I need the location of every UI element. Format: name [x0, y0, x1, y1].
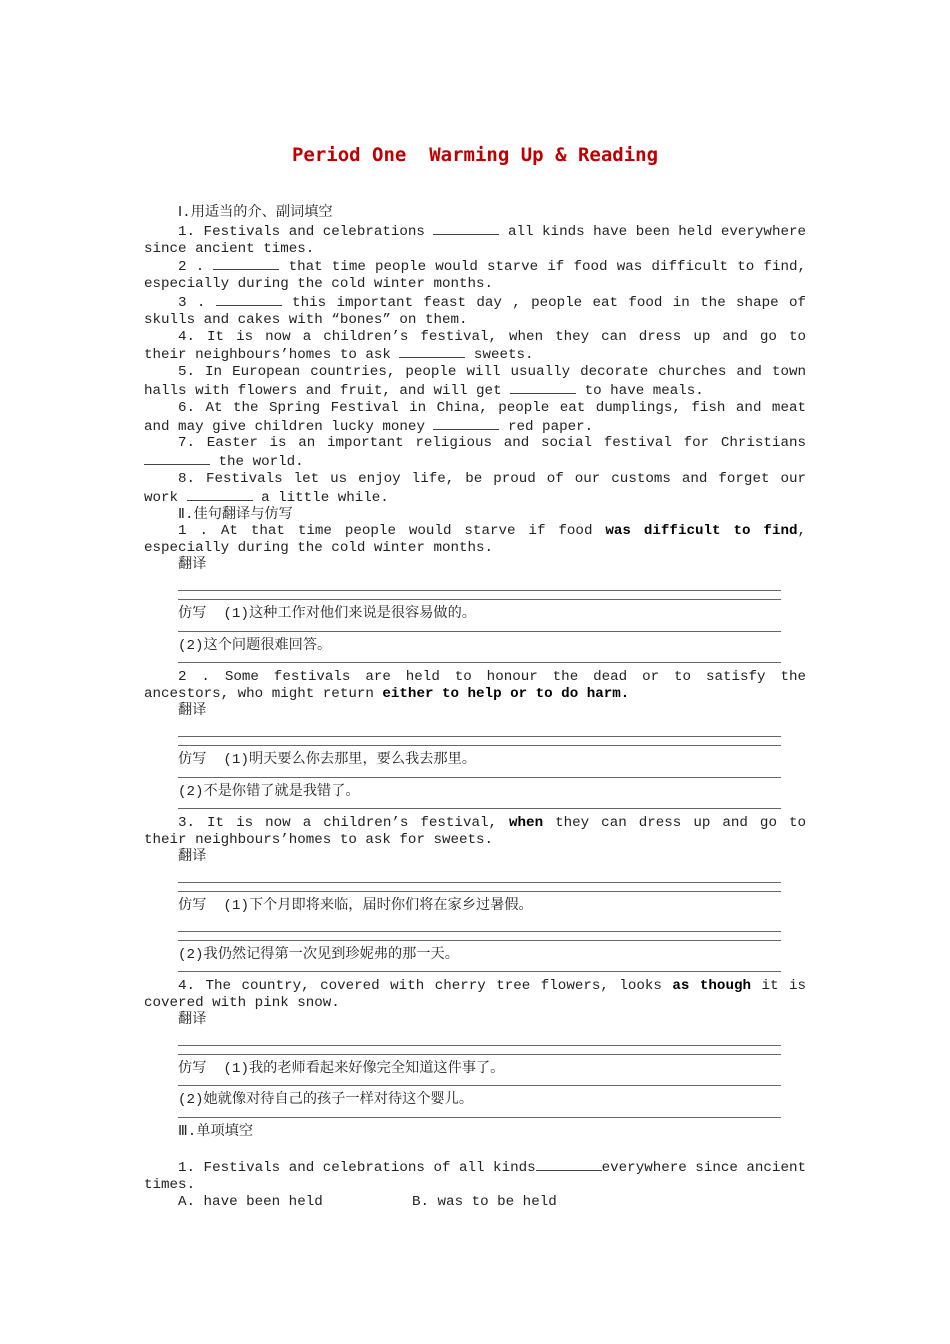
- answer-line[interactable]: [178, 1046, 781, 1055]
- translate-label: 翻译: [178, 702, 207, 719]
- answer-line[interactable]: [178, 591, 781, 600]
- answer-line[interactable]: [178, 866, 781, 883]
- translate-label: 翻译: [178, 1011, 207, 1028]
- answer-line[interactable]: [178, 883, 781, 892]
- sentence-3: 3. It is now a children’s festival, when they can dress up and go to their neighbours’homes to ask for sweets.: [144, 815, 807, 849]
- fill-item-3: 3 . this important feast day , people eat food in the shape of skulls and cakes with “bones” on them.: [144, 294, 806, 328]
- sentence-2: 2 . Some festivals are held to honour the dead or to satisfy the ancestors, who might return either to help or to do harm.: [144, 669, 806, 703]
- fill-item-2: 2 . that time people would starve if food was difficult to find, especially during the cold winter months.: [144, 259, 806, 293]
- answer-blank[interactable]: [433, 417, 499, 430]
- page-title: Period One Warming Up & Reading: [291, 144, 659, 166]
- sentence-1: 1 . At that time people would starve if food was difficult to find, especially during the cold winter months.: [144, 523, 806, 557]
- imitate-row: (2)我仍然记得第一次见到珍妮弗的那一天。: [178, 946, 459, 963]
- section-2-heading: Ⅱ.佳句翻译与仿写: [178, 506, 293, 523]
- fill-item-7: 7. Easter is an important religious and social festival for Christians the world.: [144, 435, 806, 471]
- fill-item-8: 8. Festivals let us enjoy life, be proud of our customs and forget our work a little while.: [144, 470, 806, 506]
- section-3-heading: Ⅲ.单项填空: [178, 1124, 254, 1141]
- answer-blank[interactable]: [399, 345, 465, 358]
- answer-line[interactable]: [178, 654, 781, 663]
- answer-line[interactable]: [178, 915, 781, 932]
- mc-options: [144, 1194, 806, 1211]
- fill-item-1: 1. Festivals and celebrations all kinds have been held everywhere since ancient times.: [144, 223, 806, 257]
- answer-line[interactable]: [178, 800, 781, 809]
- answer-blank[interactable]: [144, 452, 210, 465]
- answer-blank[interactable]: [536, 1158, 602, 1171]
- mc-question-1: 1. Festivals and celebrations of all kinds everywhere since ancient times.: [144, 1160, 806, 1193]
- answer-line[interactable]: [178, 574, 781, 591]
- translate-label: 翻译: [178, 848, 207, 865]
- answer-line[interactable]: [178, 720, 781, 737]
- answer-line[interactable]: [178, 737, 781, 746]
- answer-line[interactable]: [178, 1029, 781, 1046]
- answer-blank[interactable]: [433, 222, 499, 235]
- answer-blank[interactable]: [187, 488, 253, 501]
- answer-line[interactable]: [178, 963, 781, 972]
- answer-blank[interactable]: [510, 381, 576, 394]
- translate-label: 翻译: [178, 556, 207, 573]
- sentence-4: 4. The country, covered with cherry tree flowers, looks as though it is covered with pink snow.: [144, 978, 807, 1012]
- imitate-row: 仿写 (1)我的老师看起来好像完全知道这件事了。: [178, 1060, 505, 1077]
- answer-line[interactable]: [178, 932, 781, 941]
- worksheet-content: [144, 205, 806, 1210]
- imitate-row: (2)她就像对待自己的孩子一样对待这个婴儿。: [178, 1092, 474, 1109]
- section-1-heading: Ⅰ.用适当的介、副词填空: [178, 205, 333, 221]
- fill-item-5: 5. In European countries, people will usually decorate churches and town halls with flowers and fruit, and will get to have meals.: [144, 364, 806, 399]
- imitate-row: (2)这个问题很难回答。: [178, 637, 332, 654]
- imitate-row: (2)不是你错了就是我错了。: [178, 783, 360, 800]
- answer-line[interactable]: [178, 769, 781, 778]
- answer-line[interactable]: [178, 1077, 781, 1086]
- fill-item-4: 4. It is now a children’s festival, when they can dress up and go to their neighbours’homes to ask sweets.: [144, 328, 806, 364]
- option-a[interactable]: A. have been held: [178, 1193, 323, 1210]
- imitate-row: 仿写 (1)下个月即将来临，届时你们将在家乡过暑假。: [178, 897, 533, 914]
- answer-blank[interactable]: [213, 257, 279, 270]
- option-b[interactable]: B. was to be held: [412, 1193, 557, 1210]
- answer-line[interactable]: [178, 1109, 781, 1118]
- fill-item-6: 6. At the Spring Festival in China, people eat dumplings, fish and meat and may give children lucky money red paper.: [144, 399, 806, 435]
- imitate-row: 仿写 (1)明天要么你去那里，要么我去那里。: [178, 751, 476, 768]
- answer-blank[interactable]: [216, 293, 282, 306]
- imitate-row: 仿写 (1)这种工作对他们来说是很容易做的。: [178, 605, 476, 622]
- answer-line[interactable]: [178, 623, 781, 632]
